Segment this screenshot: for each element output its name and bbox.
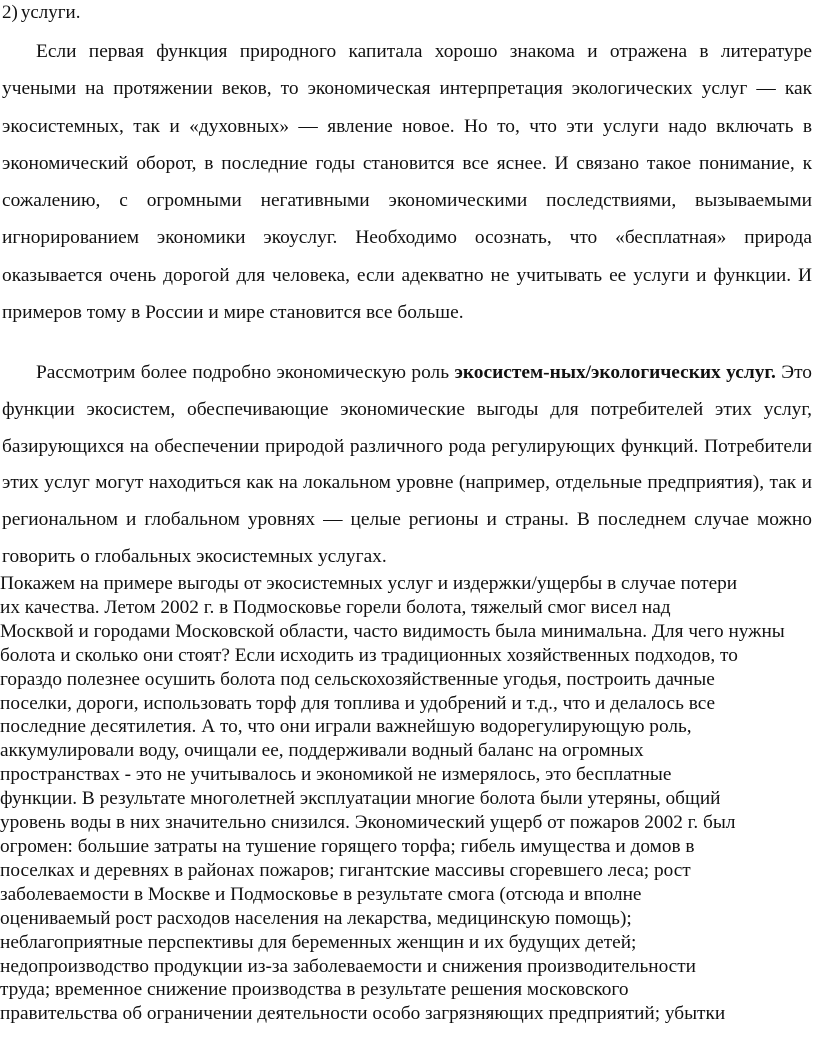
- text-line: заболеваемости в Москве и Подмосковье в результате смога (отсюда и вполне: [0, 883, 642, 905]
- text-line: огромен: большие затраты на тушение горящего торфа; гибель имущества и домов в: [0, 835, 695, 857]
- text-line: гораздо полезнее осушить болота под сельскохозяйственные угодья, построить дачные: [0, 668, 715, 690]
- text-line: последние десятилетия. А то, что они играли важнейшую водорегулирующую роль,: [0, 716, 692, 738]
- text-line: аккумулировали воду, очищали ее, поддерживали водный баланс на огромных: [0, 740, 644, 762]
- text-line: болота и сколько они стоят? Если исходить из традиционных хозяйственных подходов, то: [0, 644, 738, 666]
- text-line: правительства об ограничении деятельности особо загрязняющих предприятий; убытки: [0, 1003, 726, 1025]
- text-line: их качества. Летом 2002 г. в Подмосковье горели болота, тяжелый смог висел над: [0, 596, 671, 618]
- text-line: поселки, дороги, использовать торф для топлива и удобрений и т.д., что и делалось все: [0, 692, 716, 714]
- text-line: поселках и деревнях в районах пожаров; гигантские массивы сгоревшего леса; рост: [0, 859, 691, 881]
- text-line: уровень воды в них значительно снизился. Экономический ущерб от пожаров 2002 г. был: [0, 812, 736, 834]
- bold-term: экосистем-ных/экологических услуг.: [454, 362, 776, 383]
- text-line: оцениваемый рост расходов населения на лекарства, медицинскую помощь);: [0, 907, 632, 929]
- paragraph-rest-text: Это функции экосистем, обеспечивающие экономические выгоды для потребителей этих услуг, базирующихся на обеспечении природой различного рода регулирующих функций. Потребители этих услуг могут находиться как на локальном уровне (например, отдельные предприятия), так и региональном и глобальном уровнях — целые регионы и страны. В последнем случае можно говорить о глобальных экосистемных услугах.: [2, 362, 812, 567]
- paragraph-ecosystem-services: [2, 355, 812, 576]
- text-line: Покажем на примере выгоды от экосистемных услуг и издержки/ущербы в случае потери: [0, 573, 738, 594]
- text-line: пространствах - это не учитывалось и экономикой не измерялось, это бесплатные: [0, 764, 672, 786]
- text-line: труда; временное снижение производства в результате решения московского: [0, 979, 629, 1001]
- paragraph-lead-text: Рассмотрим более подробно экономическую роль: [36, 362, 455, 383]
- text-line: недопроизводство продукции из-за заболеваемости и снижения производительности: [0, 955, 696, 977]
- list-item-number: 2): [2, 2, 18, 23]
- paragraph-wetlands-example: [0, 572, 800, 1026]
- text-line: неблагоприятные перспективы для беременных женщин и их будущих детей;: [0, 931, 637, 953]
- list-item: [2, 0, 80, 26]
- text-line: Москвой и городами Московской области, часто видимость была минимальна. Для чего нужны: [0, 620, 785, 642]
- paragraph-natural-capital: Если первая функция природного капитала хорошо знакома и отражена в литературе учеными на протяжении веков, то экономическая интерпретация экологических услуг — как экосистемных, так и «духовных» — явление новое. Но то, что эти услуги надо включать в экономический оборот, в последние годы становится все яснее. И связано такое понимание, к сожалению, с огромными негативными экономическими последствиями, вызываемыми игнорированием экономики экоуслуг. Необходимо осознать, что «бесплатная» природа оказывается очень дорогой для человека, если адекватно не учитывать ее услуги и функции. И примеров тому в России и мире становится все больше.: [2, 41, 812, 324]
- list-item-text: услуги.: [20, 2, 81, 23]
- text-line: функции. В результате многолетней эксплуатации многие болота были утеряны, общий: [0, 788, 721, 810]
